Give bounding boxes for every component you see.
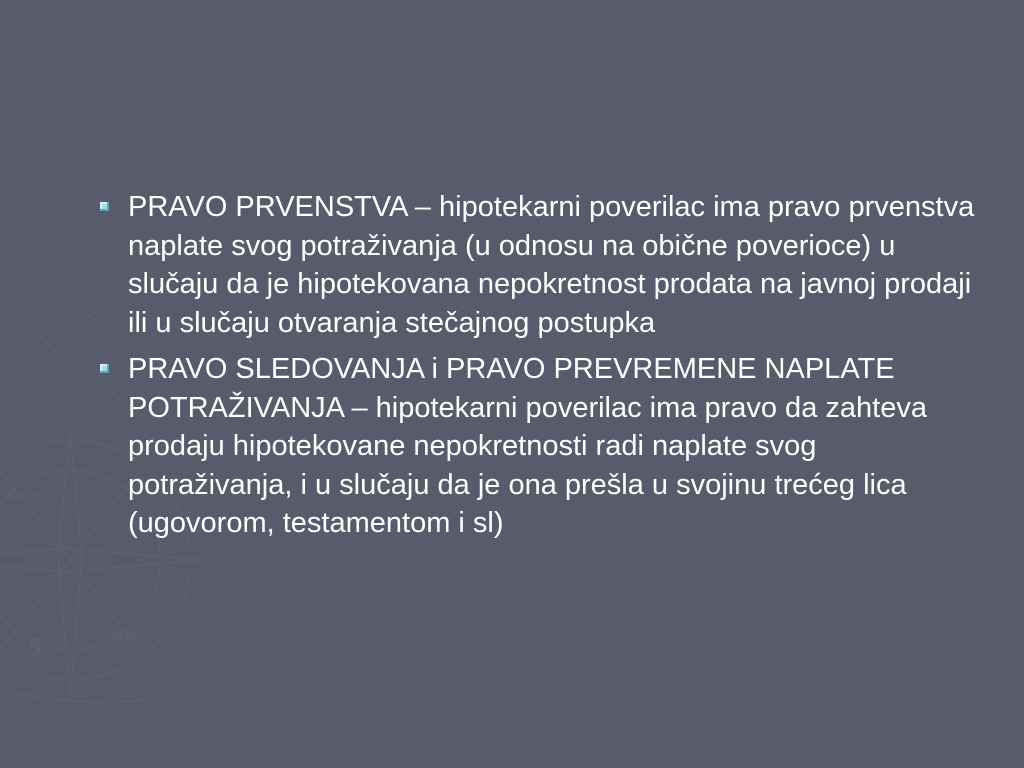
bullet-item-pravo-prvenstva: [96, 188, 986, 342]
compass-letter-s: S: [28, 636, 42, 661]
content-area: [96, 188, 986, 551]
bullet-list: [96, 188, 986, 543]
bullet-text: PRAVO PRVENSTVA – hipotekarni poverilac ima pravo prvenstva naplate svog potraživanja (u odnosu na obične poverioce) u slučaju da je hipotekovana nepokretnost prodata na javnoj prodaji ili u slučaju otvaranja stečajnog postupka: [128, 191, 975, 339]
compass-letter-ssw: SSW: [110, 629, 137, 643]
square-bullet-icon: [100, 202, 109, 211]
square-bullet-icon: [100, 364, 109, 373]
compass-letter-wsw: WSW: [8, 489, 40, 503]
bullet-text: PRAVO SLEDOVANJA i PRAVO PREVREMENE NAPLATE POTRAŽIVANJA – hipotekarni poverilac ima pravo da zahteva prodaju hipotekovane nepokretnosti radi naplate svog potraživanja, i u slučaju da je ona prešla u svojinu trećeg lica (ugovorom, testamentom i sl): [128, 353, 927, 539]
bullet-item-pravo-sledovanja: [96, 350, 986, 543]
